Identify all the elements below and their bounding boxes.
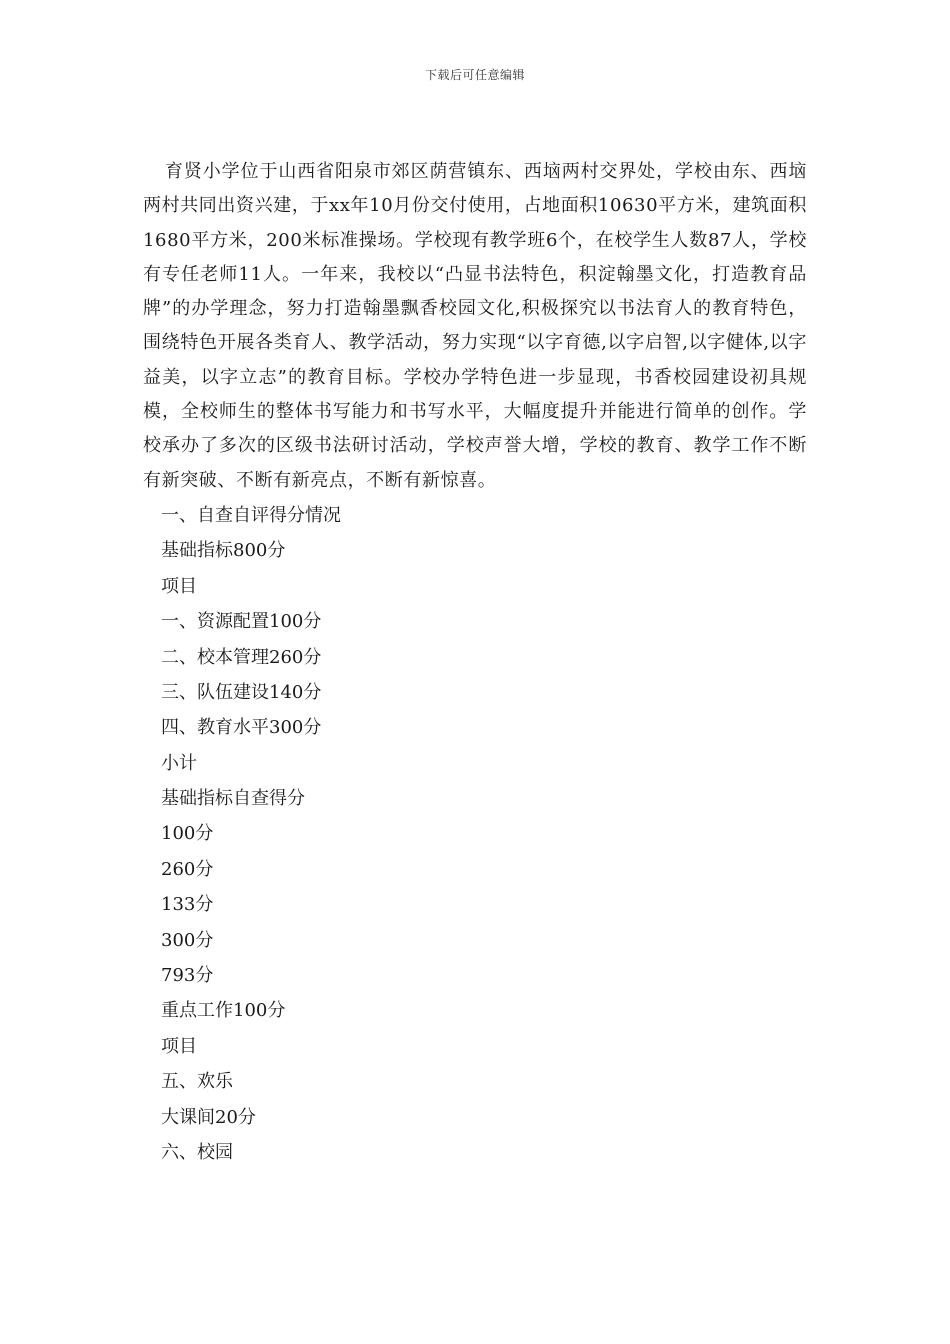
score-value: 260分 [161, 858, 214, 880]
section-heading-self-evaluation: 一、自查自评得分情况 [161, 504, 341, 526]
self-check-score-label: 基础指标自查得分 [161, 788, 305, 810]
score-lines [143, 498, 807, 1170]
item-team-building: 三、队伍建设140分 [161, 681, 322, 703]
item-school-management: 二、校本管理260分 [161, 646, 322, 668]
intro-paragraph: 育贤小学位于山西省阳泉市郊区荫营镇东、西垴两村交界处，学校由东、西垴两村共同出资兴建，于xx年10月份交付使用，占地面积10630平方米，建筑面积1680平方米，200米标准操场。学校现有教学班6个，在校学生人数87人，学校有专任老师11人。一年来，我校以“凸显书法特色，积淀翰墨文化，打造教育品牌”的办学理念，努力打造翰墨飘香校园文化,积极探究以书法育人的教育特色，围绕特色开展各类育人、教学活动，努力实现“以字育德,以字启智,以字健体,以字益美，以字立志”的教育目标。学校办学特色进一步显现，书香校园建设初具规模，全校师生的整体书写能力和书写水平，大幅度提升并能进行简单的创作。学校承办了多次的区级书法研讨活动，学校声誉大增，学校的教育、教学工作不断有新突破、不断有新亮点，不断有新惊喜。 [143, 161, 807, 491]
item-resource-allocation: 一、资源配置100分 [161, 611, 322, 633]
score-total: 793分 [161, 965, 214, 987]
score-value: 100分 [161, 823, 214, 845]
page-header-note: 下载后可任意编辑 [424, 68, 525, 82]
subtotal-label: 小计 [161, 752, 197, 774]
document-body [143, 155, 807, 1170]
item-education-level: 四、教育水平300分 [161, 717, 322, 739]
item-label: 项目 [161, 1035, 197, 1057]
item-campus: 六、校园 [161, 1142, 233, 1163]
key-work-total: 重点工作100分 [161, 1000, 286, 1022]
item-happy: 五、欢乐 [161, 1071, 233, 1093]
basic-indicator-total: 基础指标800分 [161, 540, 286, 562]
item-big-break: 大课间20分 [161, 1106, 256, 1128]
score-value: 133分 [161, 894, 214, 916]
item-label: 项目 [161, 575, 197, 597]
score-value: 300分 [161, 929, 214, 951]
